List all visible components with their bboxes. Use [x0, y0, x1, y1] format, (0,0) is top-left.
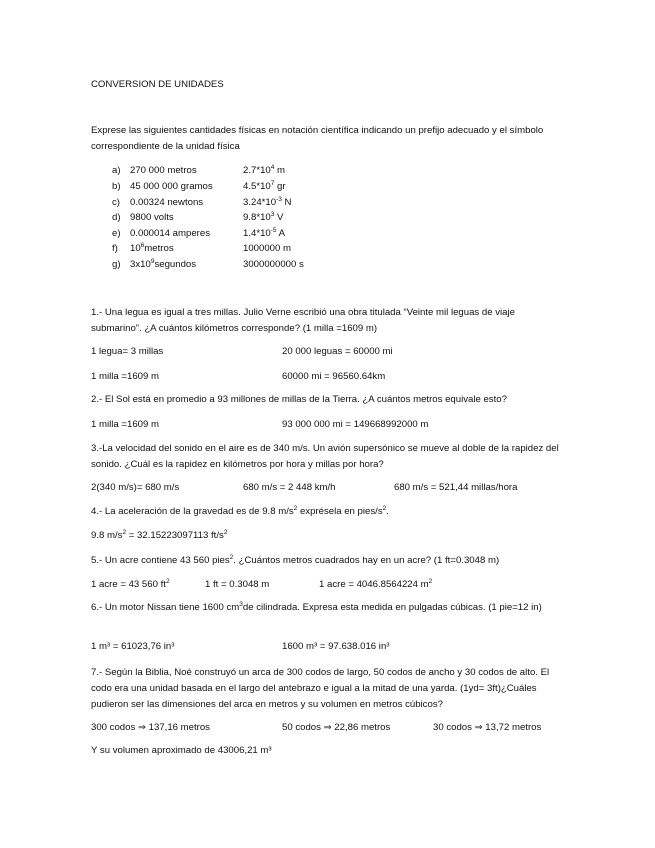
answer-line: 680 m/s = 521,44 millas/hora	[394, 482, 518, 493]
answer-line: 1 acre = 4046.8564224 $m^2$	[319, 578, 433, 590]
answer-line: 1 milla =1609 m	[91, 419, 159, 430]
problem-question: 4.- La aceleración de la gravedad es de 9.8 $m/s^2$ exprésela en pies/$s^2$.	[91, 505, 389, 517]
problem-question: 5.- Un acre contiene 43 560 pies$^2$. ¿Cuántos metros cuadrados hay en un acre? (1 ft=0.3048 m)	[91, 554, 500, 566]
answer-line: 1 legua= 3 millas	[91, 346, 164, 357]
answer-line: 30 codos ⇒ 13,72 metros	[433, 722, 542, 733]
answer-line: 60000 mi = 96560.64km	[282, 371, 386, 382]
answer-line: 2(340 m/s)= 680 m/s	[91, 482, 180, 493]
answer-line: 20 000 leguas = 60000 mi	[282, 346, 393, 357]
answer-line: 1600 m³ = 97.638.016 in³	[282, 641, 390, 652]
problem-question: 6.- Un motor Nissan tiene 1600 $cm^3de$ cilindrada. Expresa esta medida en pulgadas cúbicas. (1 pie=12 in)	[91, 601, 542, 613]
document-page: CONVERSION DE UNIDADES Exprese las siguientes cantidades físicas en notación científica indicando un prefijo adecuado y el símbolo correspondiente de la unidad física a) 270 000 metros $2.7*10^4$ m b) 45 000 000 gramos $4.5*10^7$ gr c) 0.00324 newtons $3.24*10^{-3}$ N d) 9800 volts $9.8*10^3$ V e) 0.000014 amperes $1.4*10^{-5}$ A f) $10^6metros$ 1000000 m g) $3x10^9segundos$ 3000000000 s 1.- Una legua es igual a tres millas. Julio Verne escribió una obra titulada “Veinte mil leguas de viaje submarino”. ¿A cuántos kilómetros corresponde? (1 milla =1609 m) 1 legua= 3 millas 20 000 leguas = 60000 mi 1 milla =1609 m 60000 mi = 96560.64km 2.- El Sol está en promedio a 93 millones de millas de la Tierra. ¿A cuántos metros equivale esto? 1 milla =1609 m 93 000 000 mi = 149668992000 m 3.-La velocidad del sonido en el aire es de 340 m/s. Un avión supersónico se mueve al doble de la rapidez del sonido. ¿Cuál es la rapidez en kilómetros por hora y millas por hora? 2(340 m/s)= 680 m/s 680 m/s = 2 448 km/h 680 m/s = 521,44 millas/hora 4.- La aceleración de la gravedad es de 9.8 $m/s^2$ exprésela en pies/$s^2$. 9.8 $m/s^2 = 32.15223097113$ $ft/s^2$ 5.- Un acre contiene 43 560 pies$^2$. ¿Cuántos metros cuadrados hay en un acre? (1 ft=0.3048 m) 1 acre = 43 560 $ft^2$ 1 ft = 0.3048 m 1 acre = 4046.8564224 $m^2$ 6.- Un motor Nissan tiene 1600 $cm^3de$ cilindrada. Expresa esta medida en pulgadas cúbicas. (1 pie=12 in) 1 m³ = 61023,76 in³ 1600 m³ = 97.638.016 in³ 7.- Según la Biblia, Noé construyó un arca de 300 codos de largo, 50 codos de ancho y 30 codos de alto. El codo era una unidad basada en el largo del antebrazo e igual a la mitad de una yarda. (1yd= 3ft)¿Cuáles pudieron ser las dimensiones del arca en metros y su volumen en metros cúbicos? 300 codos ⇒ 137,16 metros 50 codos ⇒ 22,86 metros 30 codos ⇒ 13,72 metros Y su volumen aproximado de 43006,21 m³	[0, 0, 655, 848]
document-title: CONVERSION DE UNIDADES	[91, 79, 224, 90]
answer-line: 1 milla =1609 m	[91, 371, 159, 382]
problem-question: 3.-La velocidad del sonido en el aire es de 340 m/s. Un avión supersónico se mueve al doble de la rapidez del sonido. ¿Cuál es la rapidez en kilómetros por hora y millas por hora?	[91, 443, 559, 470]
problem-question: 1.- Una legua es igual a tres millas. Julio Verne escribió una obra titulada “Veinte mil leguas de viaje submarino”. ¿A cuántos kilómetros corresponde? (1 milla =1609 m)	[91, 307, 515, 334]
answer-line: 1 m³ = 61023,76 in³	[91, 641, 175, 652]
volume-line: Y su volumen aproximado de 43006,21 m³	[91, 745, 272, 756]
problem-question: 2.- El Sol está en promedio a 93 millones de millas de la Tierra. ¿A cuántos metros equivale esto?	[91, 394, 507, 405]
answer-line: 9.8 $m/s^2 = 32.15223097113$ $ft/s^2$	[91, 529, 228, 541]
answer-line: 1 ft = 0.3048 m	[205, 579, 270, 590]
answer-line: 680 m/s = 2 448 km/h	[243, 482, 336, 493]
answer-line: 300 codos ⇒ 137,16 metros	[91, 722, 210, 733]
answer-line: 93 000 000 mi = 149668992000 m	[282, 419, 429, 430]
intro-paragraph: Exprese las siguientes cantidades físicas en notación científica indicando un prefijo adecuado y el símbolo correspondiente de la unidad física	[91, 125, 544, 152]
problem-question: 7.- Según la Biblia, Noé construyó un arca de 300 codos de largo, 50 codos de ancho y 30 codos de alto. El codo era una unidad basada en el largo del antebrazo e igual a la mitad de una yarda. (1yd= 3ft)¿Cuáles pudieron ser las dimensiones del arca en metros y su volumen en metros cúbicos?	[91, 667, 550, 710]
answer-line: 50 codos ⇒ 22,86 metros	[282, 722, 391, 733]
answer-line: 1 acre = 43 560 $ft^2$	[91, 578, 170, 590]
